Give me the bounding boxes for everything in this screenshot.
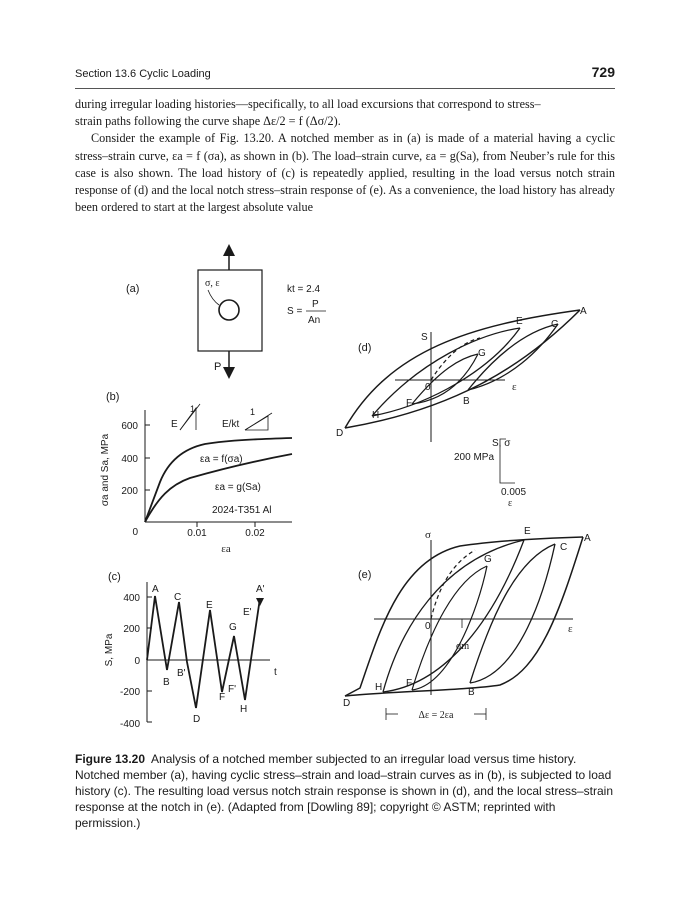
body-text	[75, 96, 615, 216]
para1-line2: strain paths following the curve shape Δε/2 = f (Δσ/2).	[75, 114, 341, 129]
paragraph-2: Consider the example of Fig. 13.20. A notched member as in (a) is made of a material having a cyclic stress–strain curve, εa = f (σa), as shown in (b). The load–strain curve, εa = g(Sa), from Neuber’s rule for this case is also shown. The load history of (c) is repeatedly applied, resulting in the load versus notch strain response of (d) and the local notch stress–strain response of (e). As a convenience, the load history has already been ordered to start at the largest absolute value	[75, 131, 615, 215]
kt-label: kt = 2.4	[287, 284, 321, 295]
pt-e-prime: E'	[243, 607, 252, 618]
panel-e-sigma-label: σ	[425, 529, 431, 541]
panel-a-label: (a)	[126, 283, 140, 295]
material-label: 2024-T351 Al	[212, 505, 272, 516]
caption-text: Analysis of a notched member subjected to an irregular load versus time history. Notched member (a), having cyclic stress–strain and load–strain curves as in (b), is subjected to load history (c). The resulting load versus notch strain response is shown in (d), and the local stress–strain response at the notch in (e). (Adapted from [Dowling 89]; copyright © ASTM; reprinted with permission.)	[75, 752, 614, 830]
scale-eps: ε	[508, 498, 513, 509]
panel-e-label: (e)	[358, 569, 372, 581]
d-pt-h: H	[372, 410, 380, 421]
panel-e	[343, 526, 591, 721]
e-loop-bc-b	[470, 544, 555, 683]
panel-c-ytick-label: 400	[123, 593, 140, 604]
panel-c-ytick-label: -400	[119, 719, 140, 730]
e-loop-bc-a	[470, 544, 555, 683]
panel-b-ytick-label: 200	[121, 486, 138, 497]
pt-b: B	[163, 677, 170, 688]
panel-c-ylabel: S, MPa	[104, 633, 115, 667]
e-loop-fg-b	[412, 566, 487, 690]
slope-one-label: 1	[190, 404, 196, 414]
pt-h: H	[240, 704, 248, 715]
pt-d: D	[193, 714, 201, 725]
panel-b-ytick-label: 400	[121, 454, 138, 465]
slope-ekt-label: E/kt	[222, 419, 240, 430]
d-pt-d: D	[336, 428, 344, 439]
panel-b	[100, 391, 292, 555]
e-pt-h: H	[375, 682, 383, 693]
scale-stress-value: 200 MPa	[454, 452, 495, 463]
panel-b-xtick-label: 0.02	[245, 528, 265, 539]
panel-b-xlabel: εa	[221, 543, 231, 555]
e-loop-eh-a	[383, 540, 524, 692]
d-pt-c: C	[551, 319, 559, 330]
e-pt-f: F	[406, 678, 413, 689]
d-pt-f: F	[406, 398, 413, 409]
s-eq-label: S =	[287, 306, 303, 317]
para1-line1: during irregular loading histories—specifically, to all load excursions that correspond to stress–	[75, 97, 541, 111]
panel-b-ylabel: σa and Sa, MPa	[100, 433, 111, 507]
scale-strain-value: 0.005	[501, 487, 527, 498]
panel-a	[126, 250, 326, 373]
panel-d-label: (d)	[358, 342, 372, 354]
caption-label: Figure 13.20	[75, 752, 146, 766]
e-loop-lower	[345, 537, 583, 696]
panel-b-ytick-label: 600	[121, 421, 138, 432]
panel-b-ytick-label: 0	[132, 527, 138, 538]
d-pt-a: A	[580, 306, 587, 317]
pt-f-prime: F'	[228, 684, 237, 695]
d-pt-e: E	[516, 316, 523, 327]
scale-s-sigma: S, σ	[492, 438, 511, 449]
panel-d-origin: 0	[425, 382, 431, 393]
s-denominator: An	[308, 315, 321, 326]
panel-c-ytick-label: 200	[123, 624, 140, 635]
figure-13-20	[0, 230, 690, 745]
delta-eps-label: Δε = 2εa	[418, 710, 454, 721]
e-pt-b: B	[468, 687, 475, 698]
d-pt-g: G	[478, 348, 486, 359]
panel-d-s-label: S	[421, 332, 428, 343]
curve-g-label: εa = g(Sa)	[215, 482, 261, 493]
running-header	[75, 64, 615, 89]
e-pt-c: C	[560, 542, 568, 553]
s-numerator: P	[312, 299, 319, 310]
sigma-eps-label: σ, ε	[205, 278, 220, 289]
e-pt-a: A	[584, 533, 591, 544]
e-pt-e: E	[524, 526, 531, 537]
e-loop-fg-a	[412, 566, 487, 690]
panel-c	[104, 571, 277, 730]
panel-c-ytick-label: -200	[119, 687, 140, 698]
d-pt-b: B	[463, 396, 470, 407]
panel-e-eps-label: ε	[568, 623, 573, 635]
paragraph-1	[75, 96, 615, 130]
sigma-m-label: σm	[456, 641, 470, 652]
panel-d	[336, 306, 587, 509]
pt-b-prime: B'	[177, 668, 186, 679]
panel-b-xtick-label: 0.01	[187, 528, 207, 539]
pt-g: G	[229, 622, 237, 633]
pt-a-prime: A'	[256, 584, 265, 595]
panel-b-label: (b)	[106, 391, 120, 403]
scale-bar	[454, 438, 526, 509]
pt-c: C	[174, 592, 182, 603]
pt-f: F	[219, 692, 226, 703]
pt-a: A	[152, 584, 159, 595]
pt-e: E	[206, 600, 213, 611]
e-pt-g: G	[484, 554, 492, 565]
panel-c-ytick-label: 0	[134, 656, 140, 667]
figure-caption	[75, 751, 620, 831]
e-loop-eh-b	[383, 540, 524, 692]
panel-e-origin: 0	[425, 621, 431, 632]
e-pt-d: D	[343, 698, 351, 709]
panel-d-eps-label: ε	[512, 381, 517, 393]
slope-e-label: E	[171, 419, 178, 430]
section-title: Section 13.6 Cyclic Loading	[75, 68, 211, 80]
e-loop-upper	[345, 537, 583, 696]
load-label: P	[214, 361, 222, 373]
slope-one-label: 1	[250, 407, 256, 417]
panel-c-xlabel: t	[274, 667, 277, 678]
page-number: 729	[591, 64, 615, 80]
notch-hole	[219, 300, 239, 320]
e-initial-dashed	[431, 550, 475, 619]
panel-c-label: (c)	[108, 571, 121, 583]
curve-f-label: εa = f(σa)	[200, 454, 243, 465]
notch-pointer	[208, 290, 219, 305]
